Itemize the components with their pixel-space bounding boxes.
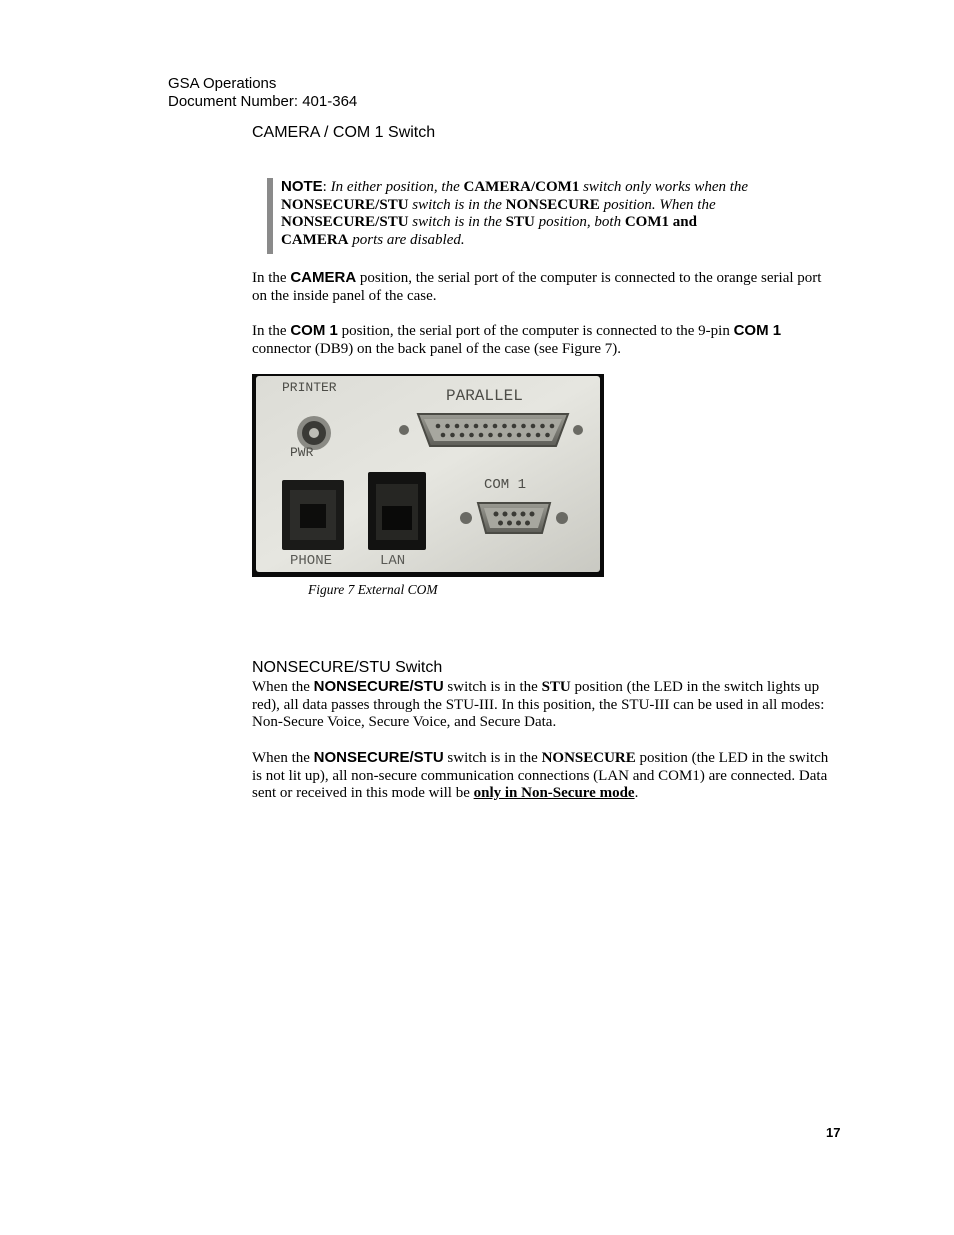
note-text: In either position, the (330, 179, 464, 195)
section-title-camera-com1: CAMERA / COM 1 Switch (252, 124, 436, 141)
paragraph-nonsecure-position (252, 749, 832, 803)
pin (536, 433, 541, 438)
note-bold: CAMERA/COM1 (463, 179, 580, 195)
document-number: Document Number: 401-364 (168, 93, 358, 110)
text: position, the serial port of the computer is connected to the orange serial port on the inside panel of the case. (252, 270, 822, 304)
pin (512, 512, 517, 517)
note-label: NOTE (281, 178, 323, 195)
pin (517, 433, 522, 438)
pin (479, 433, 484, 438)
pin (445, 424, 450, 429)
bold-term: STU (541, 679, 571, 695)
note-text: switch only works when the (579, 179, 749, 195)
pin (512, 424, 517, 429)
pin (469, 433, 474, 438)
pin (545, 433, 550, 438)
note-text: : (322, 179, 331, 195)
note-text: position. When the (599, 196, 716, 213)
pin (526, 433, 531, 438)
pin (460, 433, 465, 438)
lan-label: LAN (380, 553, 406, 569)
pin (503, 512, 508, 517)
note-text: position, both (534, 214, 625, 230)
text: In the (252, 270, 291, 286)
note-text: ports are disabled. (348, 231, 465, 248)
pin (464, 424, 469, 429)
com1-label: COM 1 (484, 477, 527, 493)
bold-term: NONSECURE/STU (313, 749, 444, 766)
text: position, the serial port of the computer is connected to the 9-pin (337, 323, 734, 339)
pin (455, 424, 460, 429)
document-header-line1: GSA Operations (168, 75, 277, 92)
pin (488, 433, 493, 438)
note-bold: NONSECURE/STU (281, 196, 409, 213)
pin (498, 521, 503, 526)
parallel-label: PARALLEL (446, 387, 523, 405)
figure-caption: Figure 7 External COM (308, 582, 438, 597)
note-text: switch is in the (408, 196, 506, 213)
pwr-label: PWR (290, 445, 314, 460)
text: When the (252, 750, 314, 766)
back-panel-illustration (252, 374, 604, 577)
page-number: 17 (826, 1125, 841, 1140)
pin (521, 512, 526, 517)
paragraph-stu-position (252, 678, 832, 732)
note-text: switch is in the (408, 214, 506, 230)
paragraph-com1 (252, 322, 832, 358)
paragraph-camera (252, 269, 832, 305)
section-title-nonsecure-stu: NONSECURE/STU Switch (252, 659, 443, 676)
bold-term: CAMERA (290, 269, 357, 286)
pin (521, 424, 526, 429)
text: position (the LED in the switch lights up red), all data passes through the STU-III. In this position, the STU-III can be used in all modes: Non-Secure Voice, Secure Voice, and Secure Data. (252, 679, 825, 730)
text: When the (252, 679, 314, 695)
note-bold: COM1 and (624, 214, 697, 230)
pin (436, 424, 441, 429)
pin (531, 424, 536, 429)
text: connector (DB9) on the back panel of the case (see Figure 7). (252, 340, 622, 357)
note-box (267, 178, 767, 254)
pin (540, 424, 545, 429)
underlined-emphasis: only in Non-Secure mode (473, 785, 635, 801)
pin (493, 424, 498, 429)
text: . (634, 785, 639, 801)
note-bold: STU (505, 214, 535, 230)
note-bold: CAMERA (281, 231, 349, 248)
phone-label: PHONE (290, 553, 333, 569)
bold-term: NONSECURE/STU (313, 678, 444, 695)
text: In the (252, 323, 291, 339)
printer-label: PRINTER (282, 380, 337, 395)
pin (516, 521, 521, 526)
bold-term: COM 1 (290, 322, 338, 339)
pin (441, 433, 446, 438)
pin (450, 433, 455, 438)
pin (494, 512, 499, 517)
bold-term: NONSECURE (541, 750, 636, 766)
note-bold: NONSECURE/STU (281, 214, 409, 230)
pin (525, 521, 530, 526)
text: position (the LED in the switch is not lit up), all non-secure communication connections (LAN and COM1) are connected. Data sent or received in this mode will be (252, 750, 829, 801)
text: switch is in the (443, 750, 542, 766)
pin (474, 424, 479, 429)
pin (502, 424, 507, 429)
pin (483, 424, 488, 429)
lan-jack-icon (368, 472, 426, 550)
figure-external-com-photo (252, 374, 604, 577)
pin (498, 433, 503, 438)
pin (550, 424, 555, 429)
pin (507, 521, 512, 526)
pin (530, 512, 535, 517)
text: switch is in the (443, 679, 542, 695)
note-bold: NONSECURE (505, 196, 600, 213)
pin (507, 433, 512, 438)
bold-term: COM 1 (733, 322, 782, 339)
phone-jack-icon (282, 480, 344, 550)
